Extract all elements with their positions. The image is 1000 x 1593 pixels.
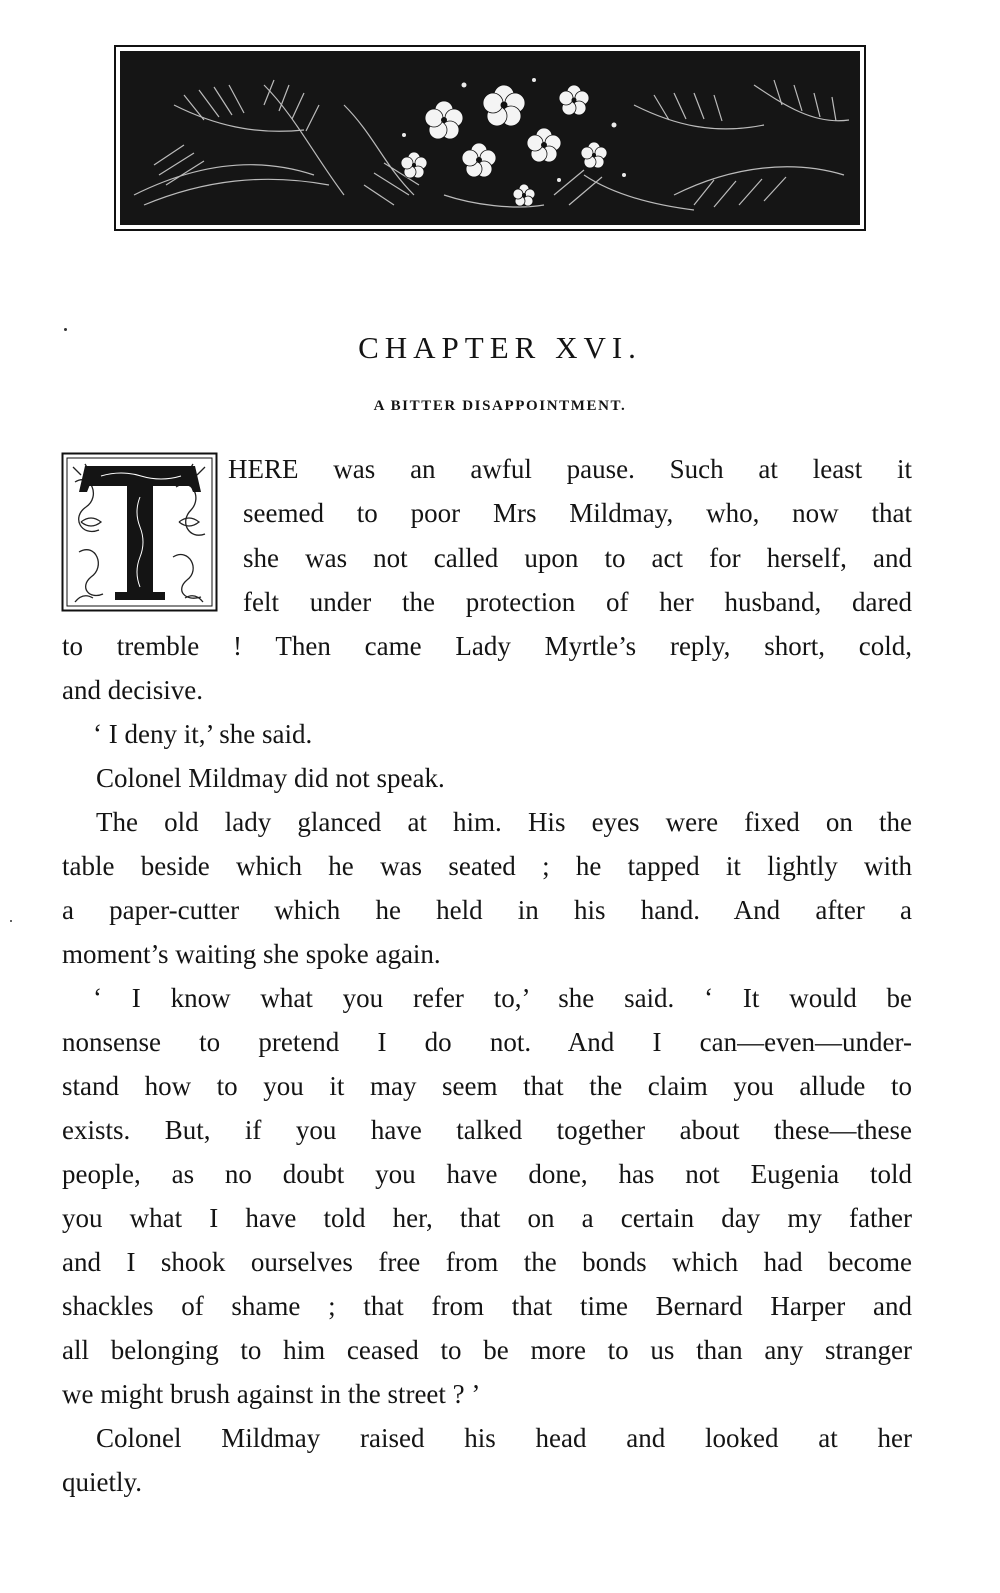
- body-line-21: all belonging to him ceased to be more to us than any stranger: [62, 1335, 912, 1365]
- body-line-17: people, as no doubt you have done, has not Eugenia told: [62, 1159, 912, 1189]
- body-line-24: quietly.: [62, 1467, 142, 1497]
- body-line-2: seemed to poor Mrs Mildmay, who, now that: [243, 498, 912, 528]
- scan-speck: [10, 920, 12, 922]
- body-line-10: table beside which he was seated ; he tapped it lightly with: [62, 851, 912, 881]
- floral-headpiece-ornament: [114, 45, 866, 231]
- chapter-title: CHAPTER XVI.: [358, 330, 642, 365]
- body-line-4: felt under the protection of her husband, dared: [243, 587, 912, 617]
- body-line-22: we might brush against in the street ? ’: [62, 1379, 481, 1409]
- body-line-9: The old lady glanced at him. His eyes were fixed on the: [96, 807, 912, 837]
- body-line-20: shackles of shame ; that from that time Bernard Harper and: [62, 1291, 912, 1321]
- body-line-12: moment’s waiting she spoke again.: [62, 939, 441, 969]
- body-line-8: Colonel Mildmay did not speak.: [96, 763, 445, 793]
- body-line-13: ‘ I know what you refer to,’ she said. ‘ It would be: [93, 983, 912, 1013]
- dropcap-letter-t-ornament: [61, 452, 218, 612]
- body-line-11: a paper-cutter which he held in his hand. And after a: [62, 895, 912, 925]
- body-line-16: exists. But, if you have talked together about these—these: [62, 1115, 912, 1145]
- body-line-15: stand how to you it may seem that the claim you allude to: [62, 1071, 912, 1101]
- chapter-subtitle: A BITTER DISAPPOINTMENT.: [373, 398, 627, 414]
- body-line-7: ‘ I deny it,’ she said.: [93, 719, 313, 749]
- body-line-1: HERE was an awful pause. Such at least it: [228, 454, 912, 484]
- body-line-18: you what I have told her, that on a certain day my father: [62, 1203, 912, 1233]
- body-line-3: she was not called upon to act for herself, and: [243, 543, 912, 573]
- body-line-6: and decisive.: [62, 675, 203, 705]
- scan-speck: [64, 328, 67, 331]
- body-line-14: nonsense to pretend I do not. And I can—even—under-: [62, 1027, 912, 1057]
- body-line-23: Colonel Mildmay raised his head and looked at her: [96, 1423, 912, 1453]
- body-line-19: and I shook ourselves free from the bonds which had become: [62, 1247, 912, 1277]
- body-line-5: to tremble ! Then came Lady Myrtle’s reply, short, cold,: [62, 631, 912, 661]
